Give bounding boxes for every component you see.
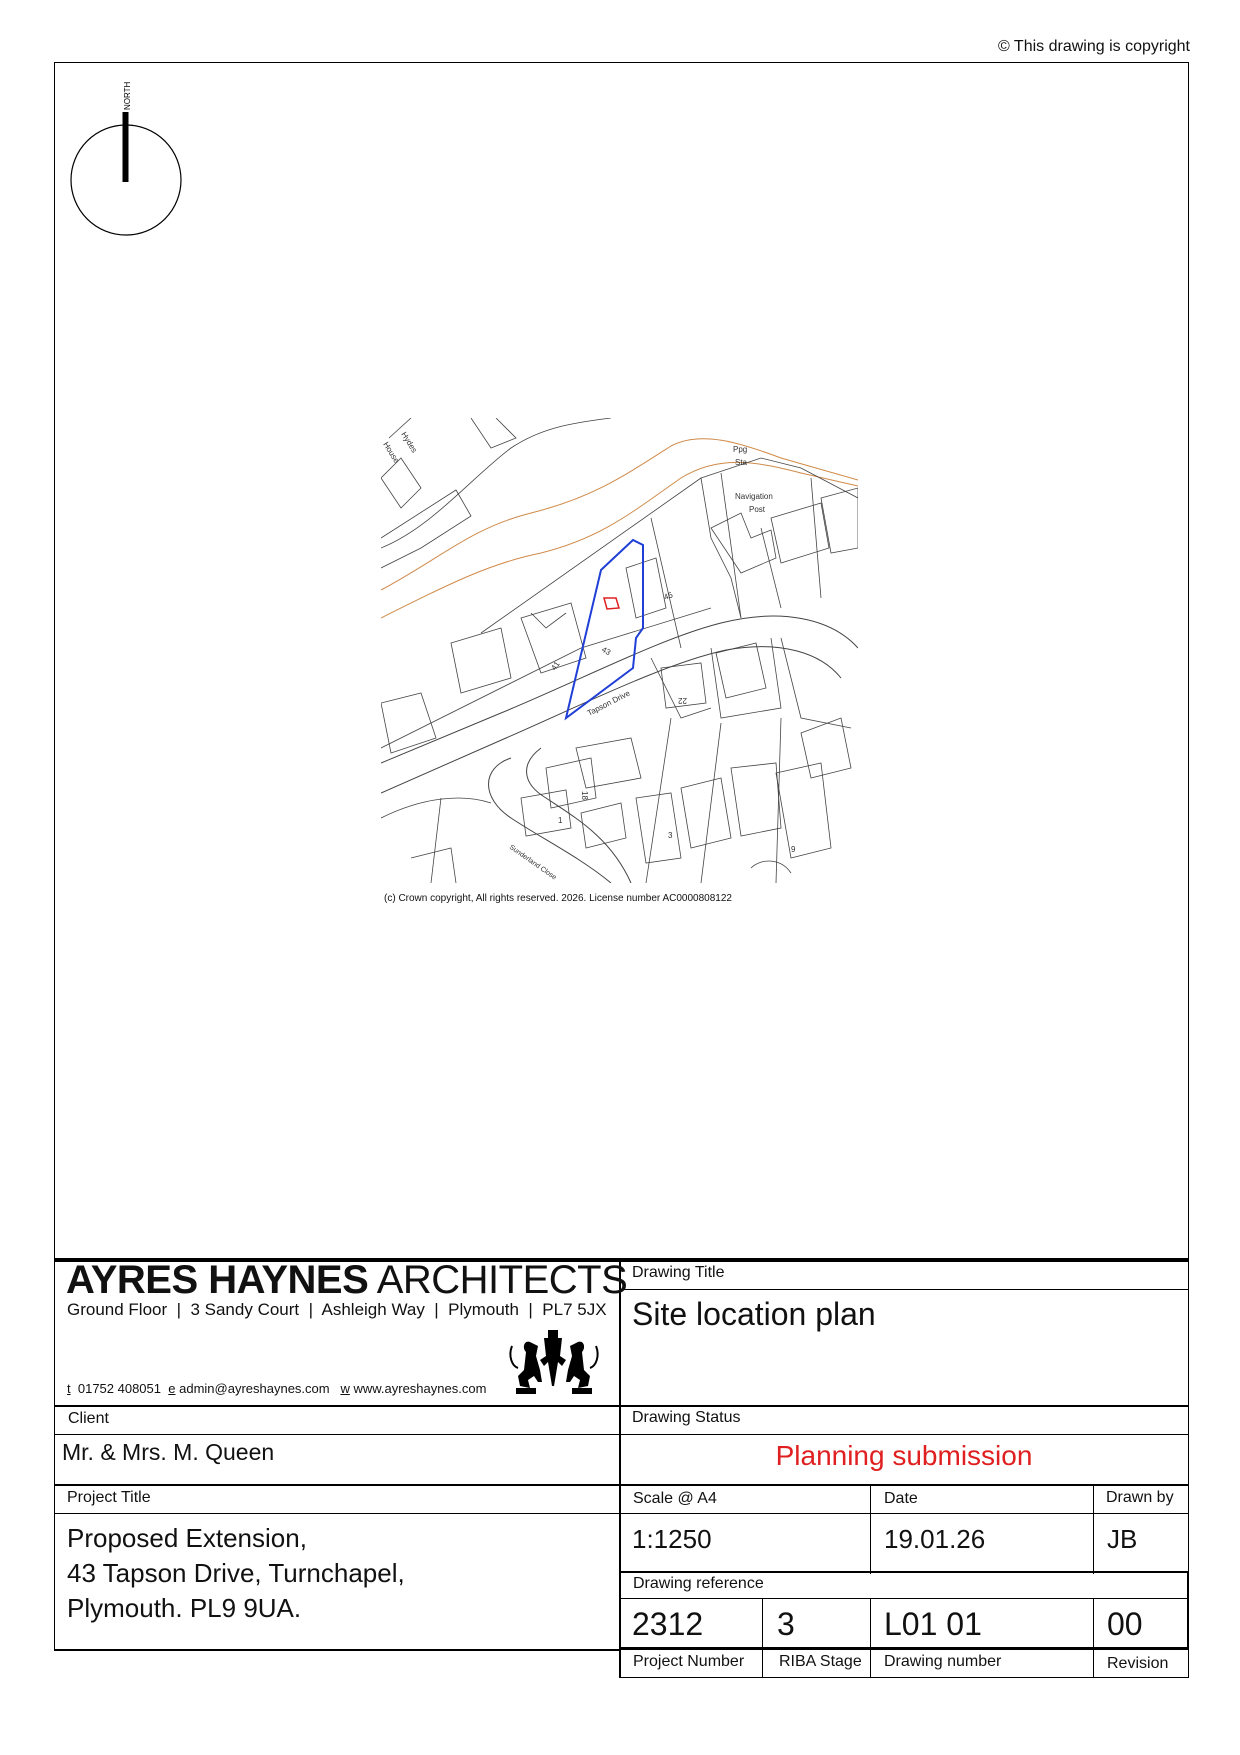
map-label: Navigation: [735, 492, 773, 501]
drawing-status: Planning submission: [775, 1440, 1033, 1471]
website-key: w: [340, 1381, 350, 1396]
title-block-divider: [1093, 1598, 1094, 1678]
map-label: House: [381, 440, 402, 465]
map-credit: (c) Crown copyright, All rights reserved. 2026. License number AC0000808122: [384, 893, 732, 904]
house-outline: [771, 503, 829, 563]
phone-key: t: [67, 1381, 71, 1396]
map-label: Ppg: [733, 445, 748, 454]
project-number-label: Project Number: [633, 1653, 745, 1670]
title-block-divider: [870, 1598, 871, 1678]
email-key: e: [168, 1381, 176, 1396]
extension-outline: [604, 598, 619, 609]
drawing-reference-label: Drawing reference: [633, 1575, 764, 1592]
map-label: Sunderland Close: [507, 843, 558, 882]
title-block-rule: [619, 1289, 1189, 1290]
drawing-number-label: Drawing number: [884, 1653, 1002, 1670]
scale-label: Scale @ A4: [633, 1490, 717, 1507]
title-block-rule: [54, 1405, 1189, 1407]
house-outline: [681, 778, 731, 848]
practice-website: www.ayreshaynes.com: [353, 1381, 487, 1396]
project-title-line: Plymouth. PL9 9UA.: [67, 1593, 302, 1623]
client-name: Mr. & Mrs. M. Queen: [62, 1439, 275, 1465]
project-title-line: 43 Tapson Drive, Turnchapel,: [67, 1558, 405, 1588]
house-outline: [546, 758, 596, 808]
site-boundary: [566, 540, 643, 718]
site-location-map: [381, 418, 858, 883]
project-title-line: Proposed Extension,: [67, 1523, 307, 1553]
drawing-status-label: Drawing Status: [632, 1409, 741, 1426]
date-value: 19.01.26: [884, 1524, 986, 1554]
map-label: Sta: [735, 458, 748, 467]
title-block-rule: [54, 1434, 1189, 1435]
revision-label: Revision: [1107, 1655, 1169, 1672]
practice-phone: 01752 408051: [77, 1381, 162, 1396]
house-outline: [821, 488, 858, 553]
house-outline: [731, 763, 781, 836]
tapson-drive-road: [381, 644, 841, 793]
title-block-divider: [762, 1598, 763, 1678]
practice-name: [66, 1258, 627, 1303]
title-block-divider: [1188, 1649, 1189, 1678]
map-label: 41: [549, 659, 562, 673]
copyright-notice: © This drawing is copyright: [997, 38, 1190, 55]
map-label: 9: [791, 845, 796, 854]
drawing-title-label: Drawing Title: [632, 1264, 725, 1281]
title-block-divider: [619, 1649, 621, 1678]
house-outline: [576, 738, 641, 788]
sunderland-close-road: [527, 748, 631, 883]
practice-email: admin@ayreshaynes.com: [179, 1381, 330, 1396]
house-outline: [776, 763, 831, 858]
practice-name-bold: AYRES HAYNES: [66, 1258, 369, 1302]
contour-line: [381, 462, 858, 618]
map-label: 22: [678, 696, 687, 705]
map-label: 43: [600, 644, 613, 658]
house-outline: [716, 643, 766, 698]
house-outline: [451, 628, 511, 693]
drawn-by-value: JB: [1107, 1524, 1138, 1554]
practice-contact: [67, 1381, 486, 1396]
map-label: 1: [558, 816, 563, 825]
project-title-label: Project Title: [67, 1489, 151, 1506]
practice-name-light: ARCHITECTS: [376, 1258, 628, 1302]
title-block-rule: [619, 1677, 1189, 1678]
tapson-drive-road: [381, 616, 858, 763]
contour-line: [381, 439, 858, 590]
title-block-rule: [54, 1484, 1189, 1486]
practice-address: Ground Floor | 3 Sandy Court | Ashleigh Way | Plymouth | PL7 5JX: [67, 1300, 607, 1319]
sunderland-close-road: [489, 758, 612, 883]
house-outline: [711, 513, 776, 573]
house-outline: [801, 718, 851, 778]
title-block-divider: [1093, 1484, 1094, 1574]
project-number: 2312: [632, 1606, 704, 1642]
north-label: NORTH: [123, 81, 132, 110]
drawn-by-label: Drawn by: [1106, 1489, 1174, 1506]
map-label: 3: [668, 831, 673, 840]
map-label: Hydes: [399, 430, 419, 455]
map-label: 18: [580, 791, 589, 800]
map-label: Tapson Drive: [585, 688, 632, 718]
title-block-rule: [54, 1649, 620, 1651]
heraldic-lions-crest-icon: [508, 1326, 600, 1398]
north-arrow-icon: [68, 72, 188, 242]
riba-stage: 3: [777, 1606, 795, 1642]
riba-stage-label: RIBA Stage: [779, 1653, 862, 1670]
house-outline: [626, 558, 666, 618]
map-label: Post: [749, 505, 766, 514]
drawing-number: L01 01: [884, 1606, 982, 1642]
drawing-title: Site location plan: [632, 1296, 876, 1332]
title-block-divider: [870, 1484, 871, 1574]
title-block-rule: [619, 1598, 1189, 1599]
title-block-rule: [54, 1513, 1189, 1514]
project-title: [67, 1521, 405, 1626]
revision: 00: [1107, 1606, 1143, 1642]
scale-value: 1:1250: [632, 1524, 712, 1554]
map-label: 45: [662, 590, 675, 602]
client-label: Client: [68, 1410, 109, 1427]
date-label: Date: [884, 1490, 918, 1507]
house-outline: [636, 793, 681, 863]
